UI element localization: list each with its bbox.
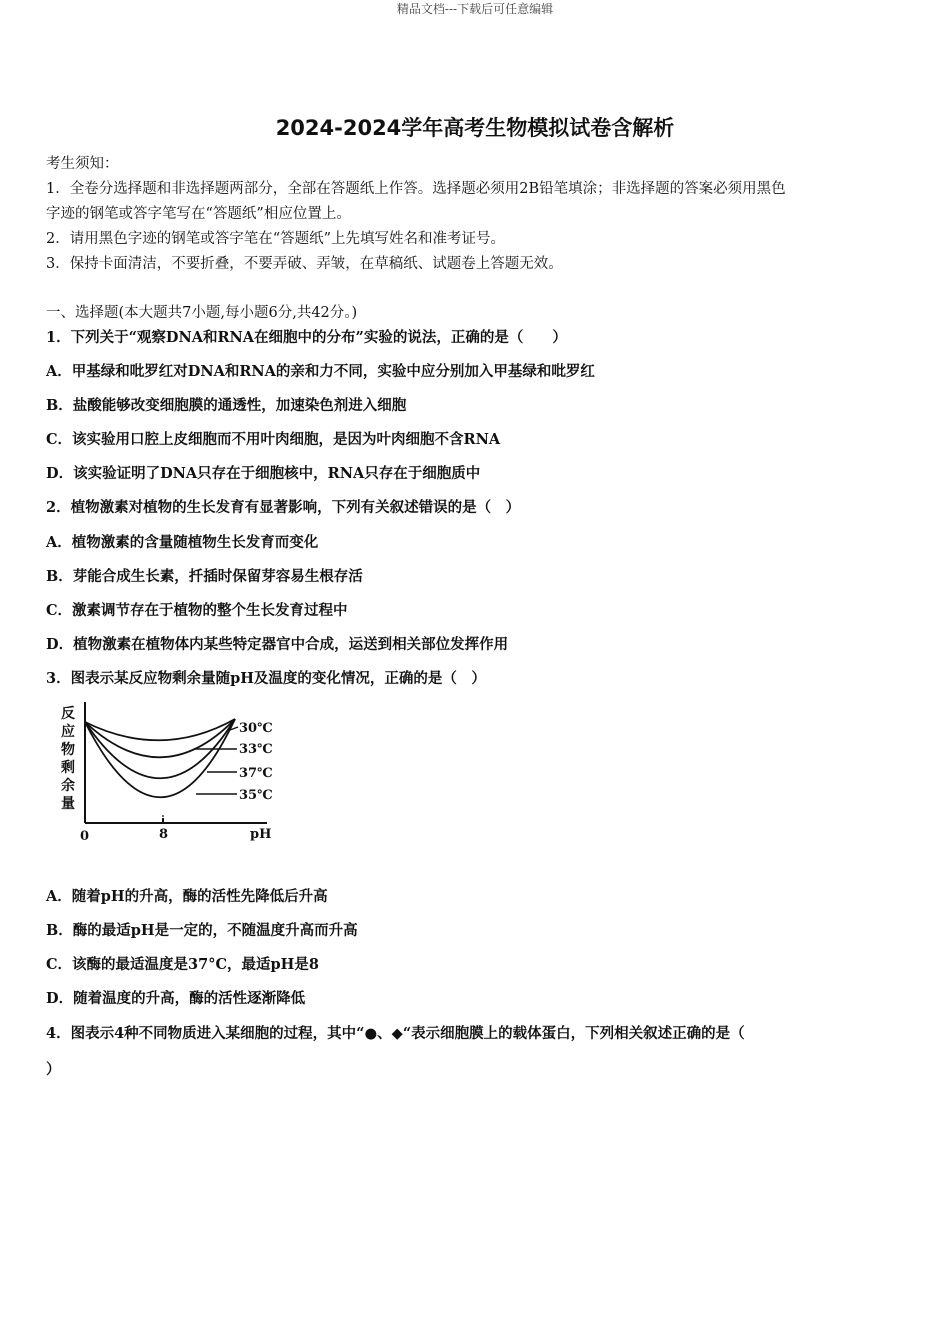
question-3-option-a: A．随着pH的升高，酶的活性先降低后升高	[46, 888, 328, 905]
notice-heading: 考生须知：	[46, 156, 119, 172]
section-heading: 一、选择题(本大题共7小题,每小题6分,共42分。)	[46, 305, 358, 321]
enzyme-activity-graph	[52, 702, 292, 850]
question-2-stem: 2．植物激素对植物的生长发育有显著影响，下列有关叙述错误的是（ ）	[46, 499, 521, 516]
notice-item-1-line-1: 1．全卷分选择题和非选择题两部分，全部在答题纸上作答。选择题必须用2B铅笔填涂；非选择题的答案必须用黑色	[46, 181, 786, 197]
notice-item-1-line-2: 字迹的钢笔或答字笔写在“答题纸”相应位置上。	[46, 206, 351, 222]
question-1-option-b: B．盐酸能够改变细胞膜的通透性，加速染色剂进入细胞	[46, 397, 407, 414]
question-3-option-c: C．该酶的最适温度是37°C，最适pH是8	[46, 956, 319, 973]
question-2-option-a: A．植物激素的含量随植物生长发育而变化	[46, 534, 319, 551]
page-title: 2024-2024学年高考生物模拟试卷含解析	[275, 116, 675, 140]
question-2-option-c: C．激素调节存在于植物的整个生长发育过程中	[46, 602, 348, 619]
question-4-stem-line-2: ）	[46, 1061, 61, 1078]
question-1-option-d: D．该实验证明了DNA只存在于细胞核中，RNA只存在于细胞质中	[46, 465, 481, 482]
question-3-option-d: D．随着温度的升高，酶的活性逐渐降低	[46, 990, 306, 1007]
question-2-option-d: D．植物激素在植物体内某些特定器官中合成，运送到相关部位发挥作用	[46, 636, 509, 653]
graph-ylabel-char-2: 应	[61, 724, 75, 740]
graph-label-33c: 33℃	[239, 742, 273, 757]
question-1-stem: 1．下列关于“观察DNA和RNA在细胞中的分布”实验的说法，正确的是（ ）	[46, 329, 567, 346]
graph-curve-30c	[85, 719, 235, 740]
graph-ylabel-char-1: 反	[61, 706, 75, 722]
graph-ylabel-char-5: 余	[61, 778, 75, 794]
graph-origin-label: 0	[80, 829, 90, 844]
question-4-stem-line-1: 4．图表示4种不同物质进入某细胞的过程，其中“●、◆“表示细胞膜上的载体蛋白，下列相关叙述正确的是（	[46, 1025, 745, 1042]
question-3-stem: 3．图表示某反应物剩余量随pH及温度的变化情况，正确的是（ ）	[46, 670, 486, 687]
question-1-option-c: C．该实验用口腔上皮细胞而不用叶肉细胞，是因为叶肉细胞不含RNA	[46, 431, 501, 448]
graph-ylabel-char-4: 剩	[61, 760, 75, 776]
graph-label-37c: 37℃	[239, 766, 273, 781]
graph-x-axis-label: pH	[250, 827, 272, 842]
graph-ylabel-char-6: 量	[61, 796, 75, 812]
graph-ylabel-char-3: 物	[61, 742, 75, 758]
question-1-option-a: A．甲基绿和吡罗红对DNA和RNA的亲和力不同，实验中应分别加入甲基绿和吡罗红	[46, 363, 595, 380]
notice-item-3: 3．保持卡面清洁，不要折叠，不要弄破、弄皱，在草稿纸、试题卷上答题无效。	[46, 256, 563, 272]
page-header: 精品文档---下载后可任意编辑	[396, 2, 554, 16]
graph-label-35c: 35℃	[239, 788, 273, 803]
question-2-option-b: B．芽能合成生长素，扦插时保留芽容易生根存活	[46, 568, 363, 585]
notice-item-2: 2．请用黑色字迹的钢笔或答字笔在“答题纸”上先填写姓名和准考证号。	[46, 231, 506, 247]
question-3-option-b: B．酶的最适pH是一定的，不随温度升高而升高	[46, 922, 358, 939]
graph-x-tick-label: 8	[159, 827, 169, 842]
graph-label-30c: 30℃	[239, 721, 273, 736]
